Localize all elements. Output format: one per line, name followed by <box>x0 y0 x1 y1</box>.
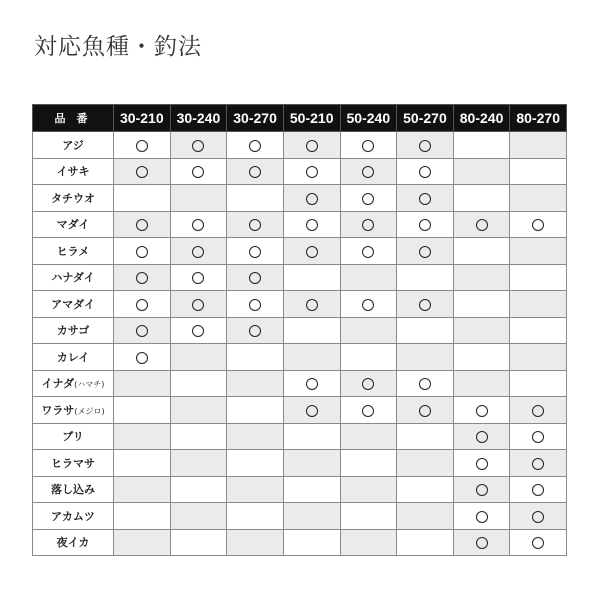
species-name-cell <box>33 317 114 344</box>
compat-cell <box>510 158 567 185</box>
table-row <box>33 370 567 397</box>
compatible-circle-icon <box>419 166 431 178</box>
compatible-circle-icon <box>476 511 488 523</box>
compat-cell <box>510 423 567 450</box>
compatible-circle-icon <box>419 246 431 258</box>
table-row <box>33 211 567 238</box>
compat-cell <box>453 185 510 212</box>
compatible-circle-icon <box>532 537 544 549</box>
table-row <box>33 132 567 159</box>
compat-cell <box>510 344 567 371</box>
compat-cell <box>397 185 454 212</box>
table-row <box>33 158 567 185</box>
compat-cell <box>227 344 284 371</box>
compat-cell <box>397 476 454 503</box>
compat-cell <box>283 450 340 477</box>
compatible-circle-icon <box>306 140 318 152</box>
species-name: ヒラマサ <box>51 456 95 470</box>
compat-cell <box>510 132 567 159</box>
compatible-circle-icon <box>136 299 148 311</box>
compat-cell <box>114 344 171 371</box>
compatible-circle-icon <box>192 140 204 152</box>
table-row <box>33 238 567 265</box>
compatible-circle-icon <box>476 431 488 443</box>
compatible-circle-icon <box>306 246 318 258</box>
compat-cell <box>397 370 454 397</box>
compat-cell <box>340 450 397 477</box>
species-name-cell <box>33 185 114 212</box>
compat-cell <box>227 370 284 397</box>
compat-cell <box>114 370 171 397</box>
compat-cell <box>510 211 567 238</box>
compatible-circle-icon <box>136 325 148 337</box>
compat-cell <box>170 450 227 477</box>
compat-cell <box>114 317 171 344</box>
species-name-cell <box>33 476 114 503</box>
compat-cell <box>227 264 284 291</box>
compatible-circle-icon <box>476 458 488 470</box>
compat-cell <box>453 132 510 159</box>
compat-cell <box>510 264 567 291</box>
header-model-80-270: 80-270 <box>510 105 567 132</box>
compat-cell <box>340 317 397 344</box>
compat-cell <box>170 291 227 318</box>
compat-cell <box>453 397 510 424</box>
compat-cell <box>453 238 510 265</box>
table-row <box>33 291 567 318</box>
compat-cell <box>510 238 567 265</box>
compat-cell <box>397 317 454 344</box>
compat-cell <box>170 529 227 556</box>
header-model-30-210: 30-210 <box>114 105 171 132</box>
table-row <box>33 450 567 477</box>
compat-cell <box>114 291 171 318</box>
compatible-circle-icon <box>419 193 431 205</box>
compat-cell <box>510 185 567 212</box>
compat-cell <box>340 503 397 530</box>
compat-cell <box>397 238 454 265</box>
compatible-circle-icon <box>362 140 374 152</box>
compat-cell <box>170 158 227 185</box>
compatible-circle-icon <box>136 352 148 364</box>
compat-cell <box>510 450 567 477</box>
species-name: ハナダイ <box>51 271 95 285</box>
compat-cell <box>397 132 454 159</box>
compatible-circle-icon <box>419 299 431 311</box>
compatible-circle-icon <box>476 405 488 417</box>
compat-cell <box>227 450 284 477</box>
compat-cell <box>283 370 340 397</box>
compat-cell <box>510 397 567 424</box>
compat-cell <box>227 211 284 238</box>
compatible-circle-icon <box>362 219 374 231</box>
compat-cell <box>340 211 397 238</box>
compat-cell <box>340 264 397 291</box>
compat-cell <box>283 317 340 344</box>
page-title: 対応魚種・釣法 <box>34 34 202 60</box>
compat-cell <box>114 211 171 238</box>
compatible-circle-icon <box>249 246 261 258</box>
table-row <box>33 185 567 212</box>
compatible-circle-icon <box>532 219 544 231</box>
compatible-circle-icon <box>362 166 374 178</box>
compat-cell <box>453 344 510 371</box>
compat-cell <box>227 397 284 424</box>
table-row <box>33 423 567 450</box>
compatible-circle-icon <box>419 378 431 390</box>
compatible-circle-icon <box>136 140 148 152</box>
species-name-cell <box>33 291 114 318</box>
species-note: (メジロ) <box>74 406 105 416</box>
species-name-cell <box>33 529 114 556</box>
compatible-circle-icon <box>362 299 374 311</box>
compat-cell <box>397 529 454 556</box>
compat-cell <box>340 185 397 212</box>
compat-cell <box>397 291 454 318</box>
compat-cell <box>170 476 227 503</box>
compat-cell <box>170 132 227 159</box>
compat-cell <box>227 158 284 185</box>
compat-cell <box>170 211 227 238</box>
species-name-cell <box>33 132 114 159</box>
compat-cell <box>170 370 227 397</box>
compat-cell <box>340 529 397 556</box>
compat-cell <box>397 397 454 424</box>
compat-cell <box>283 503 340 530</box>
compat-cell <box>453 503 510 530</box>
compatible-circle-icon <box>192 325 204 337</box>
compat-cell <box>283 238 340 265</box>
table-row <box>33 317 567 344</box>
compat-cell <box>397 344 454 371</box>
compat-cell <box>170 317 227 344</box>
compatible-circle-icon <box>362 405 374 417</box>
compat-cell <box>114 450 171 477</box>
compat-cell <box>397 158 454 185</box>
compat-cell <box>283 423 340 450</box>
compat-cell <box>453 370 510 397</box>
table-row <box>33 344 567 371</box>
compat-cell <box>170 264 227 291</box>
compatible-circle-icon <box>419 405 431 417</box>
compatible-circle-icon <box>249 325 261 337</box>
compat-cell <box>397 503 454 530</box>
species-name: ブリ <box>62 430 84 444</box>
compatible-circle-icon <box>192 299 204 311</box>
compat-cell <box>397 450 454 477</box>
compatible-circle-icon <box>136 246 148 258</box>
species-name-cell <box>33 211 114 238</box>
compat-cell <box>114 503 171 530</box>
compatible-circle-icon <box>476 484 488 496</box>
compat-cell <box>227 185 284 212</box>
header-model-50-270: 50-270 <box>397 105 454 132</box>
compat-cell <box>170 503 227 530</box>
compat-cell <box>170 423 227 450</box>
compatible-circle-icon <box>249 140 261 152</box>
species-name: イサキ <box>56 165 90 179</box>
header-model-30-270: 30-270 <box>227 105 284 132</box>
species-name-cell <box>33 238 114 265</box>
compat-cell <box>114 264 171 291</box>
compat-cell <box>453 423 510 450</box>
species-name-cell <box>33 158 114 185</box>
compat-cell <box>510 370 567 397</box>
compat-cell <box>227 476 284 503</box>
compat-cell <box>340 132 397 159</box>
compat-cell <box>227 132 284 159</box>
species-name-cell <box>33 264 114 291</box>
header-model-50-240: 50-240 <box>340 105 397 132</box>
compat-cell <box>340 397 397 424</box>
compatible-circle-icon <box>306 193 318 205</box>
compat-cell <box>453 158 510 185</box>
species-name-cell <box>33 344 114 371</box>
compatible-circle-icon <box>249 219 261 231</box>
compatible-circle-icon <box>249 166 261 178</box>
compat-cell <box>453 211 510 238</box>
compat-cell <box>114 476 171 503</box>
compatible-circle-icon <box>476 537 488 549</box>
compat-cell <box>114 132 171 159</box>
compat-cell <box>227 317 284 344</box>
compat-cell <box>283 264 340 291</box>
compatible-circle-icon <box>136 219 148 231</box>
compatible-circle-icon <box>532 405 544 417</box>
compat-cell <box>340 291 397 318</box>
species-name: カレイ <box>56 350 90 364</box>
species-name: ヒラメ <box>56 244 90 258</box>
species-name-cell <box>33 370 114 397</box>
compat-cell <box>283 158 340 185</box>
table-body <box>33 132 567 556</box>
species-name: 夜イカ <box>56 536 90 550</box>
species-name: マダイ <box>56 218 90 232</box>
table-row <box>33 529 567 556</box>
species-compatibility-table <box>32 104 567 556</box>
compatible-circle-icon <box>532 458 544 470</box>
compatible-circle-icon <box>419 219 431 231</box>
compatible-circle-icon <box>136 166 148 178</box>
species-name: アマダイ <box>51 297 95 311</box>
compat-cell <box>283 291 340 318</box>
compatible-circle-icon <box>192 219 204 231</box>
species-note: (ハマチ) <box>74 380 105 390</box>
compatible-circle-icon <box>362 193 374 205</box>
compat-cell <box>510 291 567 318</box>
compatible-circle-icon <box>136 272 148 284</box>
species-name-cell <box>33 503 114 530</box>
compat-cell <box>227 503 284 530</box>
compat-cell <box>340 370 397 397</box>
compatible-circle-icon <box>306 219 318 231</box>
compat-cell <box>227 423 284 450</box>
species-name: タチウオ <box>51 191 95 205</box>
compatible-circle-icon <box>532 484 544 496</box>
compat-cell <box>283 476 340 503</box>
header-model-50-210: 50-210 <box>283 105 340 132</box>
compatible-circle-icon <box>419 140 431 152</box>
compatible-circle-icon <box>362 246 374 258</box>
compat-cell <box>453 317 510 344</box>
compat-cell <box>114 529 171 556</box>
compat-cell <box>170 397 227 424</box>
table-row <box>33 503 567 530</box>
header-model-80-240: 80-240 <box>453 105 510 132</box>
species-name: アジ <box>62 138 84 152</box>
species-name: 落し込み <box>51 483 95 497</box>
compat-cell <box>510 503 567 530</box>
compat-cell <box>510 529 567 556</box>
compat-cell <box>227 291 284 318</box>
compatible-circle-icon <box>249 299 261 311</box>
compat-cell <box>453 476 510 503</box>
compatible-circle-icon <box>362 378 374 390</box>
compat-cell <box>510 317 567 344</box>
compatible-circle-icon <box>192 246 204 258</box>
compat-cell <box>114 397 171 424</box>
compatible-circle-icon <box>306 378 318 390</box>
compat-cell <box>397 211 454 238</box>
compat-cell <box>114 158 171 185</box>
species-name-cell <box>33 397 114 424</box>
compat-cell <box>397 423 454 450</box>
species-name-cell <box>33 423 114 450</box>
compatible-circle-icon <box>532 431 544 443</box>
compatible-circle-icon <box>192 272 204 284</box>
compat-cell <box>170 238 227 265</box>
compatible-circle-icon <box>192 166 204 178</box>
compat-cell <box>340 476 397 503</box>
table-row <box>33 476 567 503</box>
compat-cell <box>283 529 340 556</box>
header-corner-label: 品 番 <box>33 105 114 132</box>
compatible-circle-icon <box>249 272 261 284</box>
table-row <box>33 397 567 424</box>
compat-cell <box>340 158 397 185</box>
species-name: アカムツ <box>51 509 95 523</box>
compat-cell <box>283 211 340 238</box>
compat-cell <box>453 450 510 477</box>
compatible-circle-icon <box>476 219 488 231</box>
species-name: ワラサ <box>41 403 75 417</box>
compat-cell <box>397 264 454 291</box>
species-name-cell <box>33 450 114 477</box>
compat-cell <box>170 344 227 371</box>
compat-cell <box>340 238 397 265</box>
compatible-circle-icon <box>306 166 318 178</box>
table-header-row <box>33 105 567 132</box>
compat-cell <box>283 185 340 212</box>
compat-cell <box>114 185 171 212</box>
compat-cell <box>227 238 284 265</box>
compat-cell <box>510 476 567 503</box>
table-row <box>33 264 567 291</box>
compat-cell <box>170 185 227 212</box>
compat-cell <box>453 529 510 556</box>
compat-cell <box>283 132 340 159</box>
header-model-30-240: 30-240 <box>170 105 227 132</box>
compat-cell <box>283 344 340 371</box>
species-name: イナダ <box>41 377 75 391</box>
compatible-circle-icon <box>306 299 318 311</box>
compat-cell <box>114 238 171 265</box>
compatible-circle-icon <box>532 511 544 523</box>
compat-cell <box>227 529 284 556</box>
compatible-circle-icon <box>306 405 318 417</box>
compat-cell <box>283 397 340 424</box>
compat-cell <box>340 423 397 450</box>
species-name: カサゴ <box>56 324 90 338</box>
compat-cell <box>340 344 397 371</box>
compat-cell <box>114 423 171 450</box>
compat-cell <box>453 291 510 318</box>
compat-cell <box>453 264 510 291</box>
